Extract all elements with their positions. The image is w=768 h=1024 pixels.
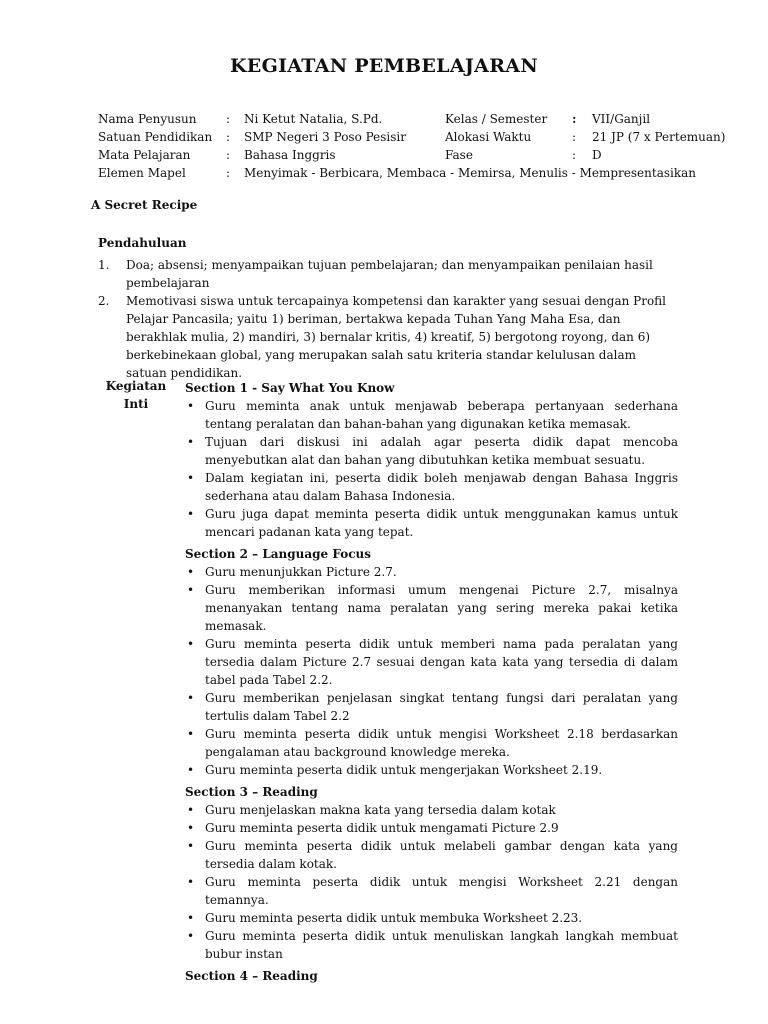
item-text: Memotivasi siswa untuk tercapainya kompetensi dan karakter yang sesuai dengan Profil Pelajar Pancasila; yaitu 1) beriman, bertakwa kepada Tuhan Yang Maha Esa, dan berakhlak mulia, 2) mandiri, 3) bernalar kritis, 4) kreatif, 5) bergotong royong, dan 6) berkebinekaan global, yang merupakan salah satu kriteria standar kelulusan dalam satuan pendidikan. (126, 294, 667, 380)
bullet-text: Guru meminta anak untuk menjawab beberapa pertanyaan sederhana tentang peralatan dan bahan-bahan yang digunakan ketika memasak. (205, 399, 678, 431)
item-number: 1. (98, 258, 110, 272)
meta-label: Kelas / Semester (445, 112, 548, 126)
meta-value: Menyimak - Berbicara, Membaca - Memirsa, Menulis - Mempresentasikan (244, 166, 697, 180)
bullet-item (185, 635, 678, 689)
list-item (98, 256, 678, 292)
bullet-icon: • (187, 471, 195, 485)
pendahuluan-list (98, 256, 678, 382)
meta-separator: : (572, 148, 577, 162)
subject-title: A Secret Recipe (91, 198, 198, 212)
bullet-text: Guru juga dapat meminta peserta didik untuk menggunakan kamus untuk mencari padanan kata yang tepat. (205, 507, 678, 539)
meta-separator: : (226, 112, 231, 126)
bullet-text: Guru memberikan informasi umum mengenai Picture 2.7, misalnya menanyakan tentang nama peralatan yang sering mereka pakai ketika memasak. (205, 583, 678, 633)
bullet-icon: • (187, 565, 195, 579)
section-title: Section 3 – Reading (185, 785, 318, 799)
meta-separator: : (226, 166, 231, 180)
item-text: Doa; absensi; menyampaikan tujuan pembelajaran; dan menyampaikan penilaian hasil pembelajaran (126, 258, 653, 290)
meta-label: Satuan Pendidikan (98, 130, 213, 144)
bullet-item (185, 505, 678, 541)
bullet-icon: • (187, 929, 195, 943)
bullet-item (185, 581, 678, 635)
meta-separator: : (572, 130, 577, 144)
meta-value: VII/Ganjil (592, 112, 651, 126)
bullet-text: Tujuan dari diskusi ini adalah agar peserta didik dapat mencoba menyebutkan alat dan bahan yang dibutuhkan ketika membuat sesuatu. (205, 435, 678, 467)
bullet-icon: • (187, 727, 195, 741)
bullet-text: Guru meminta peserta didik untuk mengisi Worksheet 2.21 dengan temannya. (205, 875, 678, 907)
bullet-icon: • (187, 399, 195, 413)
bullet-item (185, 819, 678, 837)
bullet-item (185, 909, 678, 927)
bullet-item (185, 725, 678, 761)
bullet-text: Guru menjelaskan makna kata yang tersedia dalam kotak (205, 803, 556, 817)
bullet-icon: • (187, 583, 195, 597)
kegiatan-inti-label-line: Inti (123, 397, 149, 411)
bullet-item (185, 689, 678, 725)
meta-separator: : (226, 130, 231, 144)
meta-value: 21 JP (7 x Pertemuan) (592, 130, 726, 144)
pendahuluan-heading: Pendahuluan (98, 236, 187, 250)
section-title: Section 4 – Reading (185, 969, 318, 983)
bullet-text: Guru meminta peserta didik untuk memberi nama pada peralatan yang tersedia dalam Picture 2.7 sesuai dengan kata kata yang tersedia di dalam tabel pada Tabel 2.2. (205, 637, 678, 687)
bullet-item (185, 837, 678, 873)
meta-separator: : (572, 112, 577, 126)
document-title: KEGIATAN PEMBELAJARAN (229, 55, 538, 77)
bullet-icon: • (187, 435, 195, 449)
meta-value: Ni Ketut Natalia, S.Pd. (244, 112, 383, 126)
bullet-icon: • (187, 507, 195, 521)
list-item (98, 292, 678, 382)
bullet-text: Guru meminta peserta didik untuk menuliskan langkah langkah membuat bubur instan (205, 929, 678, 961)
bullet-item (185, 873, 678, 909)
meta-label: Elemen Mapel (98, 166, 186, 180)
meta-label: Alokasi Waktu (445, 130, 532, 144)
bullet-item (185, 927, 678, 963)
bullet-icon: • (187, 911, 195, 925)
bullet-icon: • (187, 821, 195, 835)
meta-separator: : (226, 148, 231, 162)
bullet-icon: • (187, 803, 195, 817)
bullet-item (185, 761, 678, 779)
bullet-item (185, 563, 678, 581)
kegiatan-inti-label-line: Kegiatan (105, 379, 167, 393)
bullet-item (185, 801, 678, 819)
bullet-icon: • (187, 875, 195, 889)
bullet-text: Guru meminta peserta didik untuk membuka Worksheet 2.23. (205, 911, 583, 925)
meta-value: Bahasa Inggris (244, 148, 336, 162)
meta-label: Mata Pelajaran (98, 148, 191, 162)
meta-label: Nama Penyusun (98, 112, 197, 126)
bullet-item (185, 469, 678, 505)
bullet-icon: • (187, 763, 195, 777)
bullet-icon: • (187, 839, 195, 853)
meta-label: Fase (445, 148, 473, 162)
meta-value: D (592, 148, 602, 162)
bullet-item (185, 433, 678, 469)
bullet-item (185, 397, 678, 433)
bullet-text: Guru meminta peserta didik untuk mengisi Worksheet 2.18 berdasarkan pengalaman atau background knowledge mereka. (205, 727, 678, 759)
bullet-text: Guru meminta peserta didik untuk mengamati Picture 2.9 (205, 821, 559, 835)
kegiatan-inti-body (185, 379, 678, 989)
section-title: Section 1 - Say What You Know (185, 381, 395, 395)
bullet-text: Dalam kegiatan ini, peserta didik boleh menjawab dengan Bahasa Inggris sederhana atau dalam Bahasa Indonesia. (205, 471, 678, 503)
bullet-icon: • (187, 637, 195, 651)
section-spacer (185, 985, 678, 989)
bullet-text: Guru menunjukkan Picture 2.7. (205, 565, 397, 579)
bullet-text: Guru meminta peserta didik untuk mengerjakan Worksheet 2.19. (205, 763, 603, 777)
bullet-icon: • (187, 691, 195, 705)
bullet-text: Guru memberikan penjelasan singkat tentang fungsi dari peralatan yang tertulis dalam Tabel 2.2 (205, 691, 678, 723)
bullet-text: Guru meminta peserta didik untuk melabeli gambar dengan kata yang tersedia dalam kotak. (205, 839, 678, 871)
meta-value: SMP Negeri 3 Poso Pesisir (244, 130, 406, 144)
section-title: Section 2 – Language Focus (185, 547, 372, 561)
kegiatan-inti-label (98, 377, 174, 413)
item-number: 2. (98, 294, 110, 308)
